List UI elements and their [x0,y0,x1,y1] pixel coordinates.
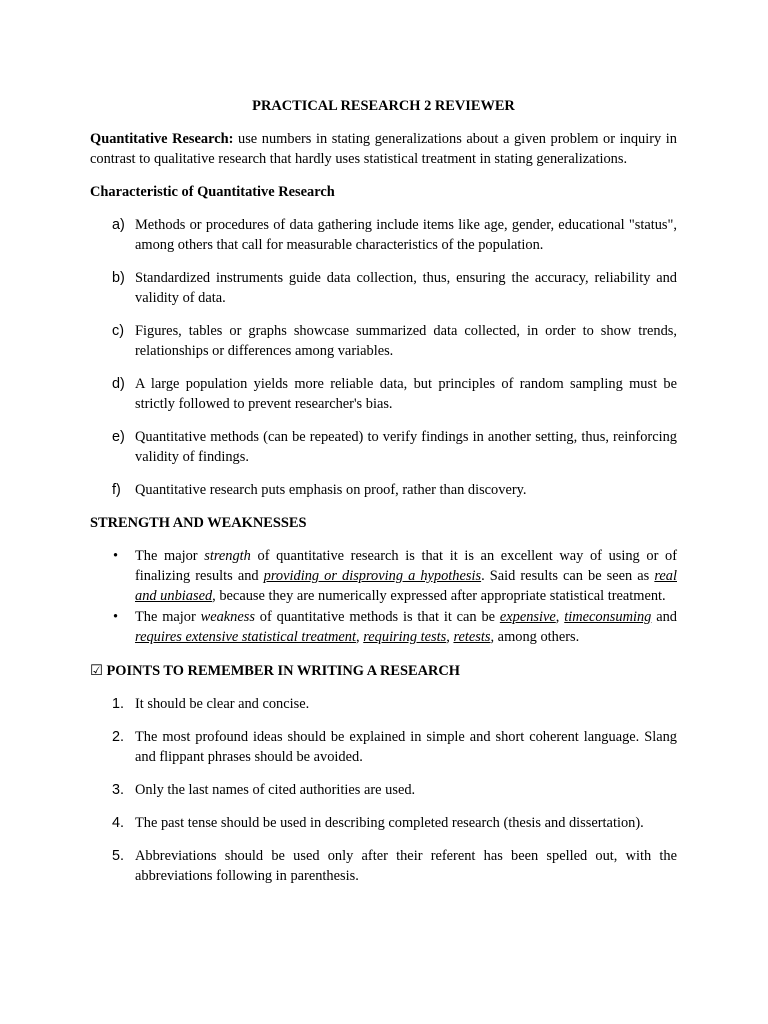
intro-term: Quantitative Research: [90,131,234,147]
underlined-phrase: real and unbiased [135,568,677,604]
text-run: , [555,609,565,625]
text-run: , [446,629,454,645]
list-item-text: Only the last names of cited authorities are used. [135,782,416,798]
text-run: of quantitative methods is that it can be [254,609,500,625]
list-item [90,427,677,467]
underlined-phrase: timeconsuming [564,609,652,625]
list-marker: 4. [112,815,125,831]
text-run: The major [135,548,205,564]
strength-item [90,546,677,606]
list-item-text: Quantitative methods (can be repeated) to verify findings in another setting, thus, reinforcing validity of findings. [135,429,677,465]
list-item [90,268,677,308]
list-marker: 2. [112,729,125,745]
list-item-text: The most profound ideas should be explained in simple and short coherent language. Slang and flippant phrases should be avoided. [135,729,677,765]
list-item [90,694,677,714]
list-item-text: Quantitative research puts emphasis on proof, rather than discovery. [135,482,527,498]
list-item-text: Abbreviations should be used only after their referent has been spelled out, with the abbreviations following in parenthesis. [135,848,677,884]
text-run: , among others. [490,629,580,645]
underlined-phrase: expensive [499,609,556,625]
list-item-text: It should be clear and concise. [135,696,310,712]
underlined-phrase: retests [453,629,491,645]
checkbox-icon: ☑ [90,663,103,679]
list-item [90,813,677,833]
underlined-phrase: requiring tests [363,629,447,645]
emphasis-weakness: weakness [200,609,255,625]
bullet-marker: • [113,609,119,625]
list-marker: b) [112,270,125,286]
characteristics-list [90,215,677,500]
text-run: of quantitative research is that it is an excellent way of using or of finalizing results and [135,548,677,584]
list-marker: c) [112,323,124,339]
emphasis-strength: strength [204,548,251,564]
intro-paragraph [90,129,677,169]
strengths-heading: STRENGTH AND WEAKNESSES [90,515,307,531]
document-title: PRACTICAL RESEARCH 2 REVIEWER [252,98,515,114]
text-run: The major [135,609,201,625]
list-item-text: Methods or procedures of data gathering include items like age, gender, educational "status", among others that call for measurable characteristics of the population. [135,217,677,253]
weakness-item [90,607,677,647]
text-run: , [356,629,364,645]
list-marker: 1. [112,696,125,712]
underlined-phrase: requires extensive statistical treatment [135,629,357,645]
document-page [90,96,677,899]
list-marker: 3. [112,782,125,798]
list-item-text: A large population yields more reliable data, but principles of random sampling must be strictly followed to prevent researcher's bias. [135,376,677,412]
list-item [90,846,677,886]
list-item [90,215,677,255]
points-list [90,694,677,886]
list-item-text: Standardized instruments guide data collection, thus, ensuring the accuracy, reliability and validity of data. [135,270,677,306]
list-item [90,727,677,767]
underlined-phrase: providing or disproving a hypothesis [263,568,482,584]
list-marker: e) [112,429,125,445]
strengths-list [90,546,677,647]
list-item [90,374,677,414]
list-marker: f) [112,482,121,498]
list-item [90,480,677,500]
intro-text: use numbers in stating generalizations about a given problem or inquiry in contrast to qualitative research that hardly uses statistical treatment in stating generalizations. [90,131,677,167]
list-item-text: Figures, tables or graphs showcase summarized data collected, in order to show trends, relationships or differences among variables. [135,323,677,359]
bullet-marker: • [113,548,119,564]
list-marker: d) [112,376,125,392]
text-run: , because they are numerically expressed after appropriate statistical treatment. [212,588,666,604]
points-heading [90,661,677,681]
list-marker: a) [112,217,125,233]
characteristics-heading: Characteristic of Quantitative Research [90,184,335,200]
list-marker: 5. [112,848,125,864]
list-item [90,321,677,361]
list-item [90,780,677,800]
list-item-text: The past tense should be used in describing completed research (thesis and dissertation). [135,815,644,831]
text-run: and [651,609,677,625]
points-heading-text: POINTS TO REMEMBER IN WRITING A RESEARCH [102,663,460,679]
text-run: . Said results can be seen as [481,568,655,584]
